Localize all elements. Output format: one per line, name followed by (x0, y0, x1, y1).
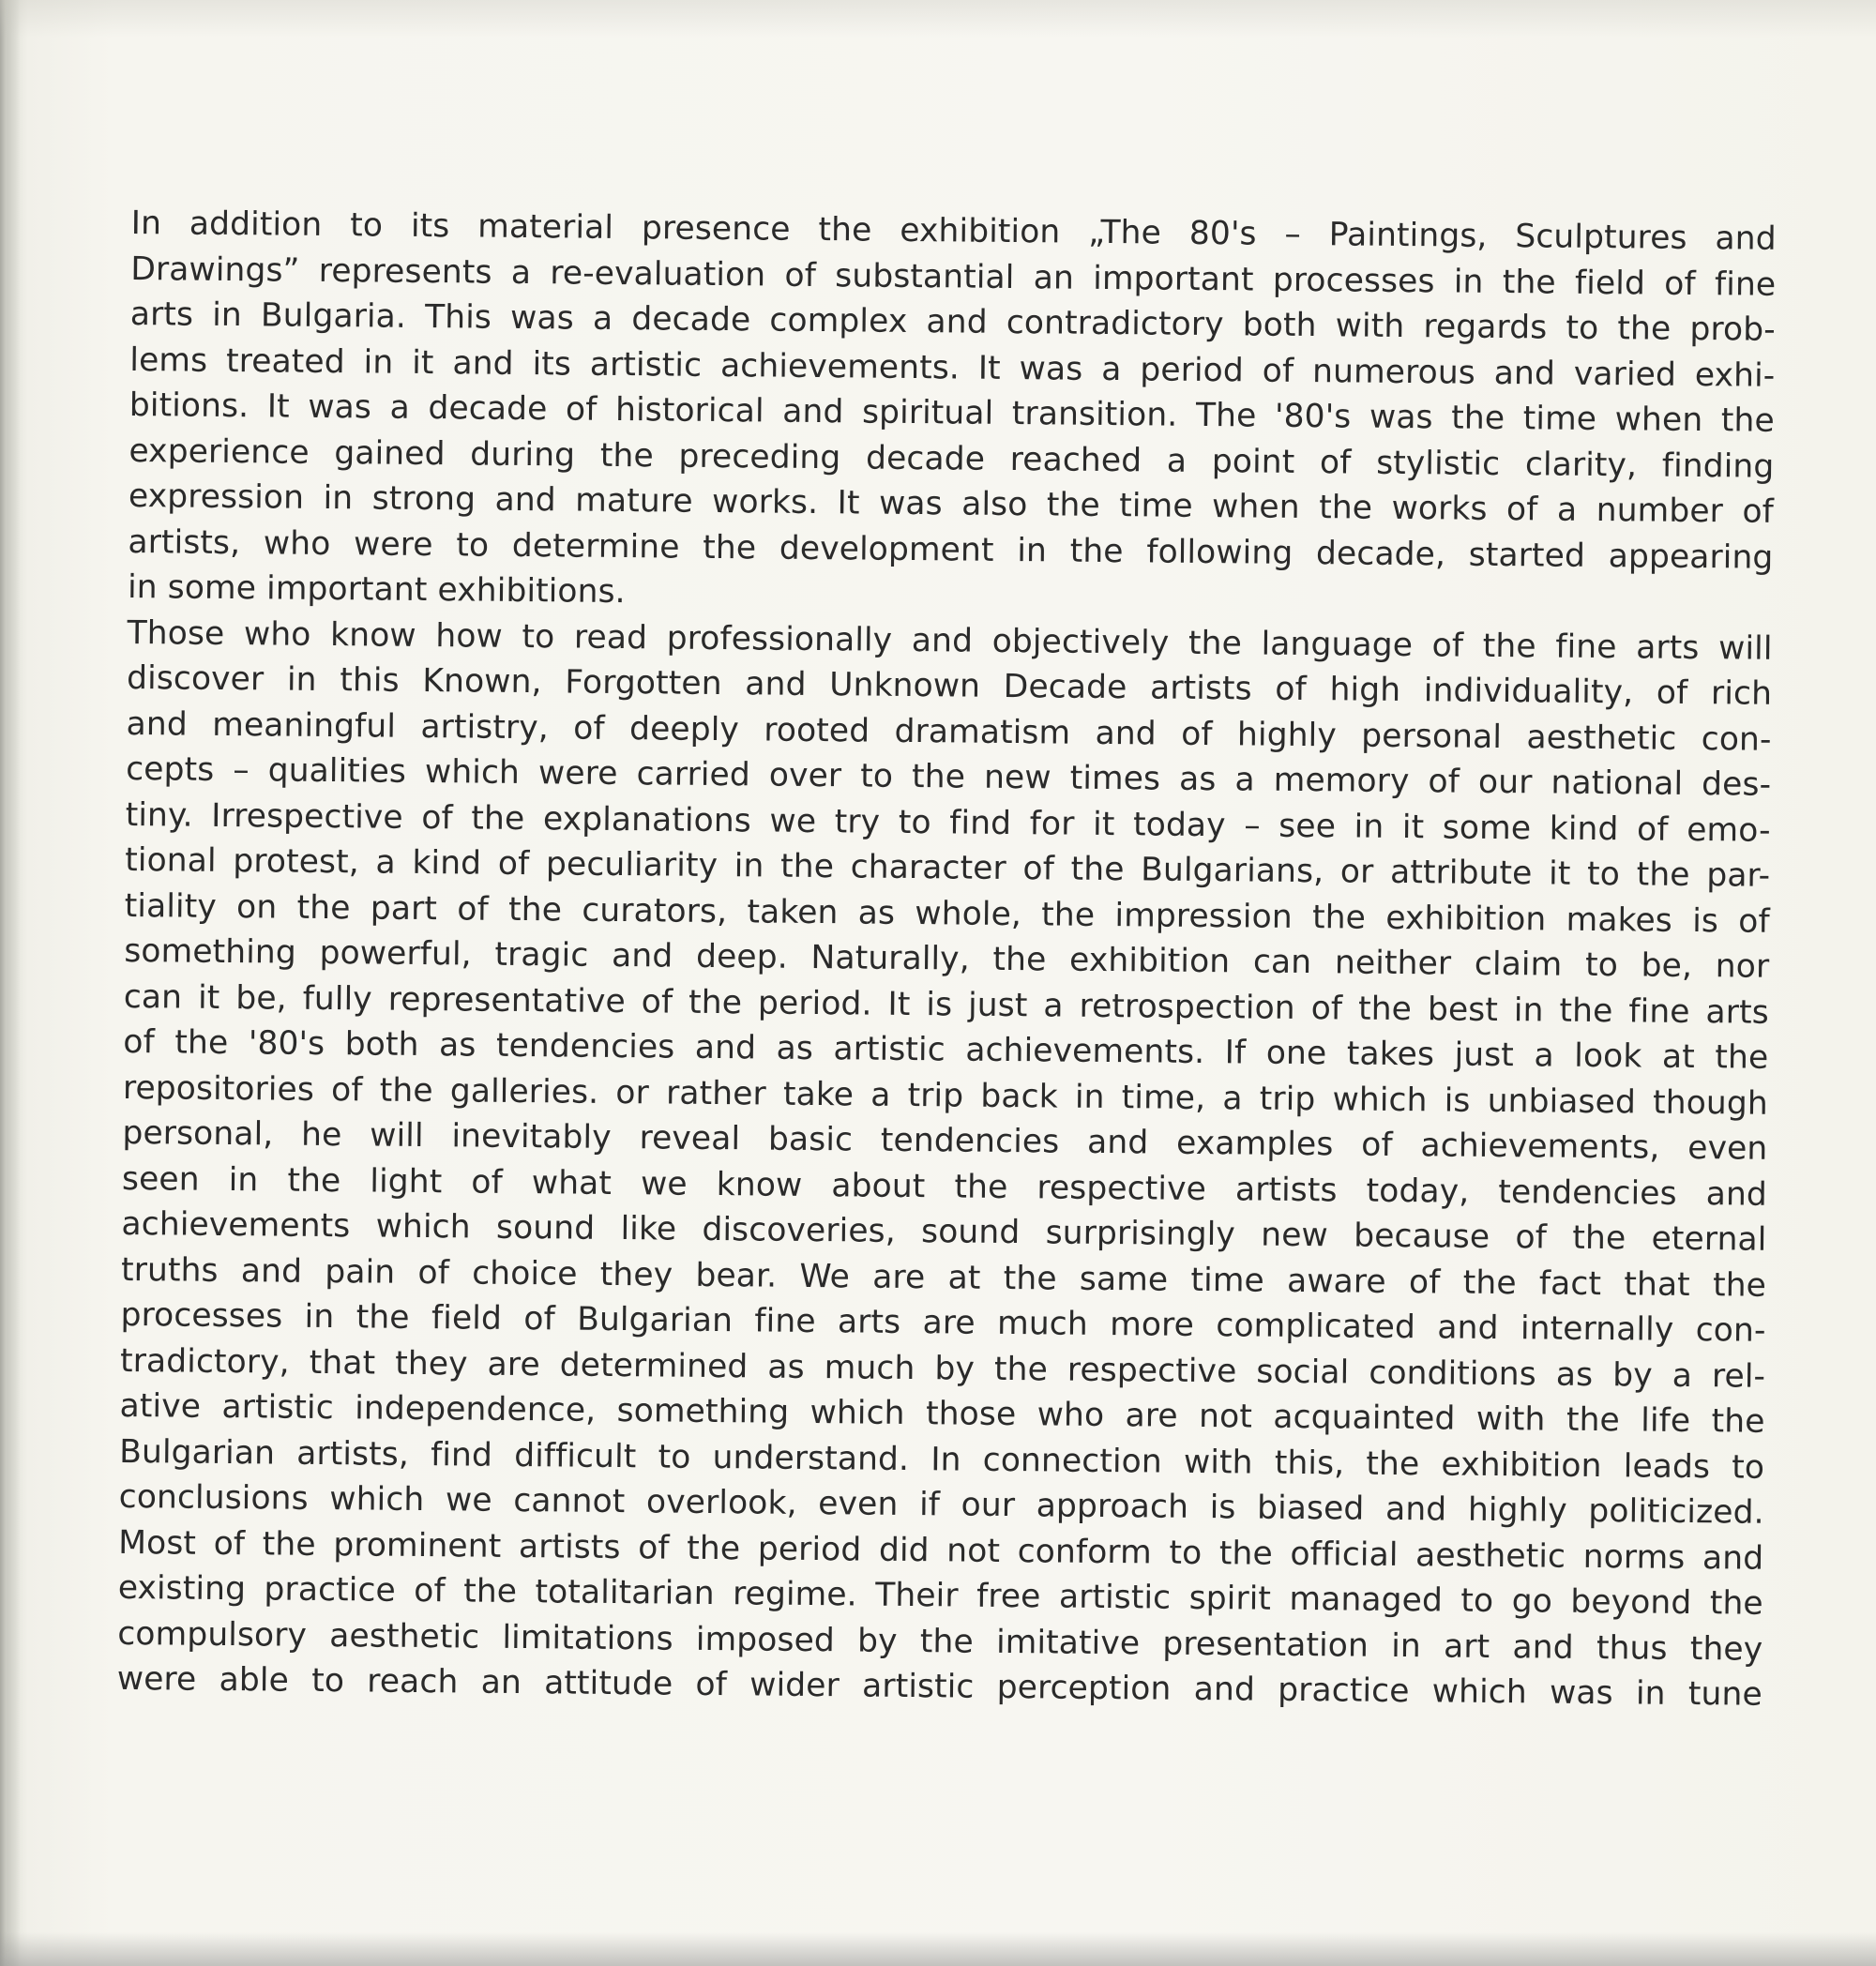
text-line: of the '80's both as tendencies and as artistic achievements. If one takes just a look at the (123, 1022, 1769, 1077)
text-line: experience gained during the preceding decade reached a point of stylistic clarity, finding (129, 431, 1775, 486)
text-line: in some important exhibitions. (127, 567, 626, 612)
text-line: and meaningful artistry, of deeply rooted dramatism and of highly personal aesthetic con- (126, 704, 1772, 759)
text-line: compulsory aesthetic limitations imposed by the imitative presentation in art and thus they (117, 1614, 1763, 1669)
text-line: Bulgarian artists, find difficult to understand. In connection with this, the exhibition leads to (119, 1432, 1765, 1487)
text-line: ative artistic independence, something which those who are not acquainted with the life the (119, 1386, 1765, 1441)
paragraph-1 (128, 201, 1777, 626)
text-line: In addition to its material presence the exhibition „The 80's – Paintings, Sculptures and (130, 204, 1777, 258)
text-line: can it be, fully representative of the period. It is just a retrospection of the best in the fine arts (123, 977, 1769, 1032)
text-line: achievements which sound like discoveries, sound surprisingly new because of the eternal (121, 1204, 1767, 1259)
text-line: cepts – qualities which were carried over to the new times as a memory of our national des- (125, 749, 1772, 804)
text-line: existing practice of the totalitarian regime. Their free artistic spirit managed to go beyond the (117, 1568, 1763, 1623)
text-line: tional protest, a kind of peculiarity in the character of the Bulgarians, or attribute it to the par- (125, 840, 1771, 895)
page-gutter-shadow (0, 0, 21, 1966)
text-line: discover in this Known, Forgotten and Unknown Decade artists of high individuality, of rich (126, 658, 1773, 713)
text-line: Drawings” represents a re-evaluation of substantial an important processes in the field of fine (130, 250, 1777, 304)
page-bottom-shade (0, 1932, 1876, 1966)
text-line: tradictory, that they are determined as much by the respective social conditions as by a rel- (119, 1341, 1766, 1396)
paragraph-2 (117, 610, 1773, 1717)
text-line: were able to reach an attitude of wider artistic perception and practice which was in tune (116, 1659, 1763, 1714)
text-line: lems treated in it and its artistic achievements. It was a period of numerous and varied exhi- (129, 340, 1776, 395)
text-line: Most of the prominent artists of the period did not conform to the official aesthetic norms and (118, 1523, 1764, 1578)
text-line: arts in Bulgaria. This was a decade complex and contradictory both with regards to the prob- (129, 295, 1776, 349)
text-line: processes in the field of Bulgarian fine arts are much more complicated and internally con- (120, 1295, 1766, 1350)
text-line: seen in the light of what we know about the respective artists today, tendencies and (121, 1159, 1768, 1214)
text-line: truths and pain of choice they bear. We are at the same time aware of the fact that the (120, 1250, 1767, 1305)
body-text (117, 201, 1777, 1717)
text-line: personal, he will inevitably reveal basic tendencies and examples of achievements, even (122, 1113, 1768, 1168)
text-line: something powerful, tragic and deep. Naturally, the exhibition can neither claim to be, nor (124, 931, 1770, 986)
text-line: artists, who were to determine the development in the following decade, started appearing (128, 522, 1774, 577)
text-line: tiality on the part of the curators, taken as whole, the impression the exhibition makes is of (124, 886, 1770, 941)
text-line: Those who know how to read professionally and objectively the language of the fine arts will (127, 613, 1773, 668)
text-line: tiny. Irrespective of the explanations we try to find for it today – see in it some kind of emo- (125, 795, 1771, 850)
page-top-shade (0, 0, 1876, 38)
text-line: expression in strong and mature works. It was also the time when the works of a number of (128, 476, 1775, 531)
text-line: repositories of the galleries. or rather take a trip back in time, a trip which is unbiased though (122, 1068, 1769, 1123)
text-line: bitions. It was a decade of historical and spiritual transition. The '80's was the time when the (129, 386, 1776, 440)
text-line: conclusions which we cannot overlook, even if our approach is biased and highly politicized. (118, 1477, 1764, 1532)
